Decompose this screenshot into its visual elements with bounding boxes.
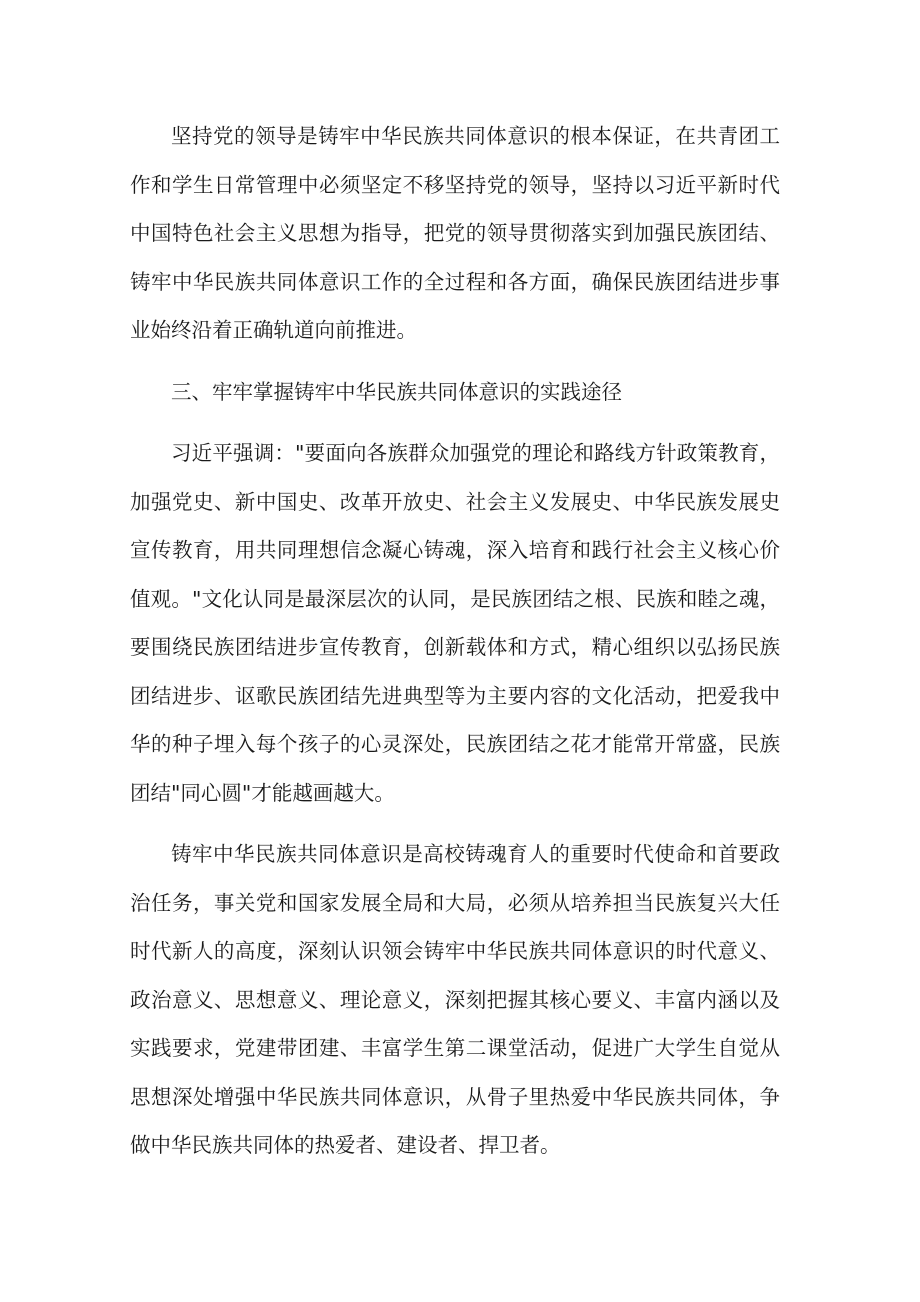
paragraph-university-mission: 铸牢中华民族共同体意识是高校铸魂育人的重要时代使命和首要政治任务，事关党和国家发展全局和大局，必须从培养担当民族复兴大任时代新人的高度，深刻认识领会铸牢中华民族共同体意识的时代意义、政治意义、思想意义、理论意义，深刻把握其核心要义、丰富内涵以及实践要求，党建带团建、丰富学生第二课堂活动，促进广大学生自觉从思想深处增强中华民族共同体意识，从骨子里热爱中华民族共同体，争做中华民族共同体的热爱者、建设者、捍卫者。 bbox=[130, 842, 780, 1157]
document-body bbox=[130, 112, 780, 1183]
section-heading-3: 三、牢牢掌握铸牢中华民族共同体意识的实践途径 bbox=[171, 379, 622, 404]
paragraph-xi-quote: 习近平强调："要面向各族群众加强党的理论和路线方针政策教育，加强党史、新中国史、改革开放史、社会主义发展史、中华民族发展史宣传教育，用共同理想信念凝心铸魂，深入培育和践行社会主义核心价值观。"文化认同是最深层次的认同，是民族团结之根、民族和睦之魂，要围绕民族团结进步宣传教育，创新载体和方式，精心组织以弘扬民族团结进步、讴歌民族团结先进典型等为主要内容的文化活动，把爱我中华的种子埋入每个孩子的心灵深处，民族团结之花才能常开常盛，民族团结"同心圆"才能越画越大。 bbox=[130, 441, 780, 805]
paragraph-party-leadership: 坚持党的领导是铸牢中华民族共同体意识的根本保证，在共青团工作和学生日常管理中必须坚定不移坚持党的领导，坚持以习近平新时代中国特色社会主义思想为指导，把党的领导贯彻落实到加强民族团结、铸牢中华民族共同体意识工作的全过程和各方面，确保民族团结进步事业始终沿着正确轨道向前推进。 bbox=[130, 124, 780, 342]
